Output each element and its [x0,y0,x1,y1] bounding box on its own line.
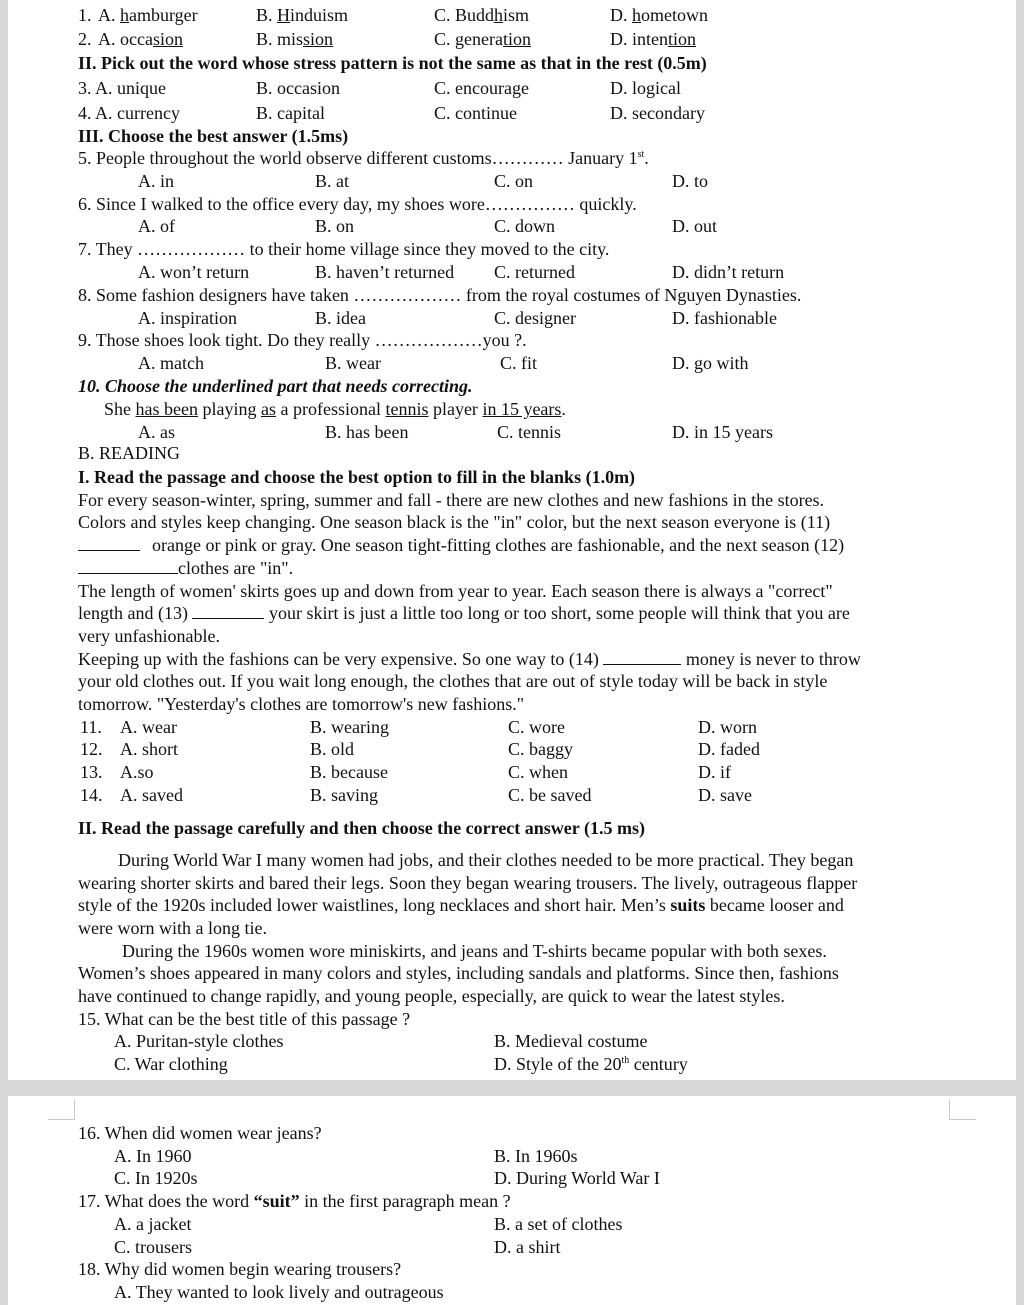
q14-option-d[interactable]: D. save [698,785,752,805]
q16-option-c[interactable]: C. In 1920s [114,1168,198,1188]
q18-stem: 18. Why did women begin wearing trousers? [78,1259,402,1279]
q17-stem: 17. What does the word “suit” in the first paragraph mean ? [78,1191,511,1211]
q12-option-c[interactable]: C. baggy [508,739,573,759]
passage1-line: clothes are "in". [78,557,293,579]
passage1-line: your old clothes out. If you wait long enough, the clothes that are out of style today will be back in style [78,671,828,691]
q2-option-b[interactable]: B. mission [256,29,334,49]
crop-mark-right [949,1099,976,1120]
q8-option-d[interactable]: D. fashionable [672,308,777,328]
q2-option-d[interactable]: D. intention [610,29,697,49]
q12-option-d[interactable]: D. faded [698,739,760,759]
q6-option-a[interactable]: A. of [138,216,175,236]
q6-option-d[interactable]: D. out [672,216,717,236]
q16-option-b[interactable]: B. In 1960s [494,1146,578,1166]
q1-option-a[interactable]: A. hamburger [98,5,198,25]
q10-option-d[interactable]: D. in 15 years [672,422,773,442]
q15-stem: 15. What can be the best title of this passage ? [78,1009,411,1029]
passage2-line: were worn with a long tie. [78,918,267,938]
q7-option-a[interactable]: A. won’t return [138,262,250,282]
q11-number: 11. [80,717,102,737]
q11-option-c[interactable]: C. wore [508,717,565,737]
reading-1-title: I. Read the passage and choose the best option to fill in the blanks (1.0m) [78,467,636,487]
q5-option-a[interactable]: A. in [138,171,174,191]
q14-option-c[interactable]: C. be saved [508,785,592,805]
q5-stem: 5. People throughout the world observe different customs………… January 1st. [78,148,649,168]
passage2-line: wearing shorter skirts and bared their legs. Soon they began wearing trousers. The lively, outrageous flapper [78,873,858,893]
q10-option-a[interactable]: A. as [138,422,175,442]
q1-option-c[interactable]: C. Buddhism [434,5,530,25]
q15-option-b[interactable]: B. Medieval costume [494,1031,648,1051]
q6-stem: 6. Since I walked to the office every day, my shoes wore…………… quickly. [78,194,637,214]
section-3-title: III. Choose the best answer (1.5ms) [78,126,349,146]
q9-option-a[interactable]: A. match [138,353,204,373]
q10-sentence: She has been playing as a professional tennis player in 15 years. [104,399,566,419]
q2-number: 2. [78,29,92,49]
q9-option-d[interactable]: D. go with [672,353,749,373]
q6-option-c[interactable]: C. down [494,216,556,236]
passage1-line: very unfashionable. [78,626,220,646]
q7-option-d[interactable]: D. didn’t return [672,262,785,282]
passage2-line: style of the 1920s included lower waistlines, long necklaces and short hair. Men’s suits became looser and [78,895,844,915]
q12-number: 12. [80,739,103,759]
q11-option-a[interactable]: A. wear [120,717,177,737]
passage1-line: orange or pink or gray. One season tight-fitting clothes are fashionable, and the next season (12) [78,534,844,556]
blank-11[interactable] [78,536,140,551]
passage1-line: The length of women' skirts goes up and down from year to year. Each season there is always a "correct" [78,581,833,601]
q5-option-b[interactable]: B. at [315,171,349,191]
passage2-line: During World War I many women had jobs, and their clothes needed to be more practical. They began [118,850,854,870]
q2-option-c[interactable]: C. generation [434,29,531,49]
q5-option-c[interactable]: C. on [494,171,534,191]
q1-number: 1. [78,5,92,25]
q7-stem: 7. They ……………… to their home village since they moved to the city. [78,239,610,259]
q3-option-a[interactable]: 3. A. unique [78,78,166,98]
q10-option-c[interactable]: C. tennis [497,422,562,442]
q4-option-d[interactable]: D. secondary [610,103,705,123]
q14-option-a[interactable]: A. saved [120,785,183,805]
q5-option-d[interactable]: D. to [672,171,708,191]
q17-option-a[interactable]: A. a jacket [114,1214,192,1234]
passage1-line: Colors and styles keep changing. One season black is the "in" color, but the next season everyone is (11) [78,512,831,532]
q11-option-b[interactable]: B. wearing [310,717,389,737]
blank-12[interactable] [78,559,178,574]
passage1-line: Keeping up with the fashions can be very expensive. So one way to (14) money is never to throw [78,649,861,669]
passage1-line: For every season-winter, spring, summer and fall - there are new clothes and new fashions in the stores. [78,490,825,510]
q8-option-b[interactable]: B. idea [315,308,366,328]
q17-option-c[interactable]: C. trousers [114,1237,192,1257]
passage2-line: Women’s shoes appeared in many colors and styles, including sandals and platforms. Since then, fashions [78,963,839,983]
q14-number: 14. [80,785,103,805]
passage1-line: length and (13) your skirt is just a little too long or too short, some people will think that you are [78,603,850,623]
passage1-line: tomorrow. "Yesterday's clothes are tomorrow's new fashions." [78,694,525,714]
q14-option-b[interactable]: B. saving [310,785,379,805]
q8-option-a[interactable]: A. inspiration [138,308,237,328]
q9-option-c[interactable]: C. fit [500,353,538,373]
q13-number: 13. [80,762,103,782]
q11-option-d[interactable]: D. worn [698,717,757,737]
q4-option-b[interactable]: B. capital [256,103,325,123]
q15-option-d[interactable]: D. Style of the 20th century [494,1054,688,1074]
q7-option-b[interactable]: B. haven’t returned [315,262,455,282]
q1-option-b[interactable]: B. Hinduism [256,5,349,25]
blank-14[interactable] [603,650,681,665]
q3-option-d[interactable]: D. logical [610,78,681,98]
q12-option-a[interactable]: A. short [120,739,178,759]
q12-option-b[interactable]: B. old [310,739,355,759]
q13-option-b[interactable]: B. because [310,762,388,782]
q10-option-b[interactable]: B. has been [325,422,409,442]
q3-option-c[interactable]: C. encourage [434,78,529,98]
q15-option-a[interactable]: A. Puritan-style clothes [114,1031,284,1051]
q3-option-b[interactable]: B. occasion [256,78,340,98]
q18-option-a[interactable]: A. They wanted to look lively and outrageous [114,1282,444,1302]
q17-option-d[interactable]: D. a shirt [494,1237,561,1257]
blank-13[interactable] [192,604,264,619]
q8-stem: 8. Some fashion designers have taken ……………… from the royal costumes of Nguyen Dynasties. [78,285,802,305]
q16-stem: 16. When did women wear jeans? [78,1123,322,1143]
q10-title: 10. Choose the underlined part that needs correcting. [78,376,473,396]
q7-option-c[interactable]: C. returned [494,262,575,282]
passage2-line: have continued to change rapidly, and young people, especially, are quick to wear the latest styles. [78,986,785,1006]
q13-option-c[interactable]: C. when [508,762,568,782]
q15-option-c[interactable]: C. War clothing [114,1054,228,1074]
q8-option-c[interactable]: C. designer [494,308,576,328]
q13-option-a[interactable]: A.so [120,762,154,782]
q4-option-a[interactable]: 4. A. currency [78,103,180,123]
q2-option-a[interactable]: A. occasion [98,29,183,49]
reading-heading: B. READING [78,443,180,463]
q16-option-a[interactable]: A. In 1960 [114,1146,192,1166]
crop-mark-left [48,1099,75,1120]
q1-option-d[interactable]: D. hometown [610,5,708,25]
section-2-title: II. Pick out the word whose stress pattern is not the same as that in the rest (0.5m) [78,53,707,73]
passage2-line: During the 1960s women wore miniskirts, and jeans and T-shirts became popular with both sexes. [122,941,827,961]
q9-option-b[interactable]: B. wear [325,353,381,373]
q13-option-d[interactable]: D. if [698,762,731,782]
q9-stem: 9. Those shoes look tight. Do they really ………………you ?. [78,330,527,350]
q17-option-b[interactable]: B. a set of clothes [494,1214,623,1234]
reading-2-title: II. Read the passage carefully and then choose the correct answer (1.5 ms) [78,818,645,838]
q16-option-d[interactable]: D. During World War I [494,1168,660,1188]
q6-option-b[interactable]: B. on [315,216,355,236]
q4-option-c[interactable]: C. continue [434,103,517,123]
